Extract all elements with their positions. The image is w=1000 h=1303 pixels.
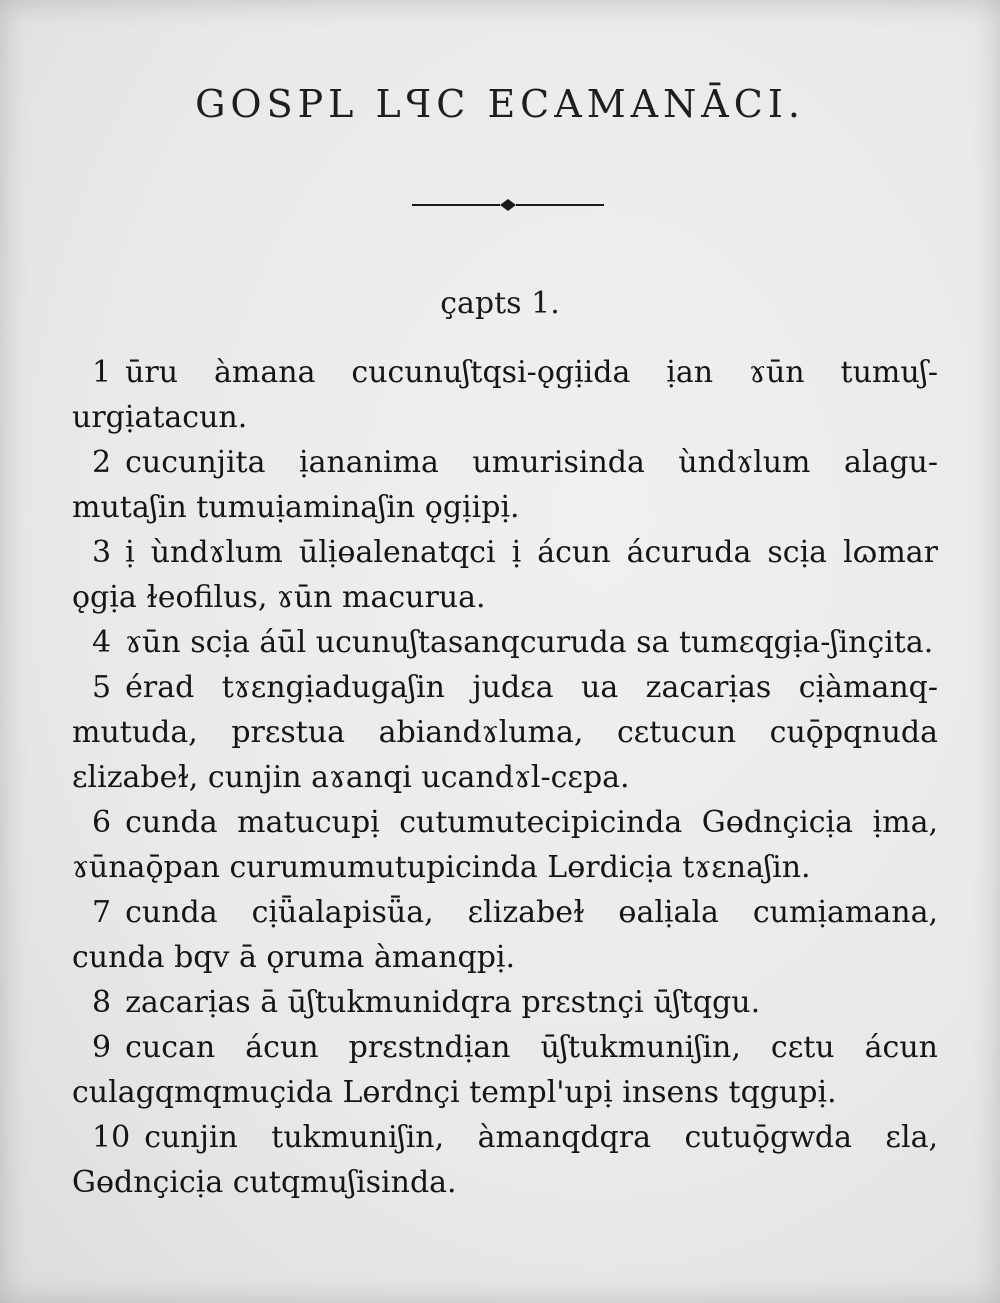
verse-number: 10 xyxy=(92,1120,131,1155)
verse xyxy=(72,665,938,800)
verse-number: 7 xyxy=(92,895,112,930)
verse-text: zacarịas ā ūʃtukmunidqra prɛstnçi ūʃtqgu. xyxy=(125,985,761,1020)
verse-text: cucan ácun prɛstndịan ūʃtukmuniʃin, cɛtu ácun culagqmqmuçida Lɵrdnçi templ'upị insens tqgupị. xyxy=(72,1030,938,1110)
verse xyxy=(72,890,938,980)
verse-number: 4 xyxy=(92,625,112,660)
verse-number: 3 xyxy=(92,535,112,570)
verse-number: 9 xyxy=(92,1030,112,1065)
verse xyxy=(72,1025,938,1115)
verse xyxy=(72,800,938,890)
verse-number: 5 xyxy=(92,670,112,705)
verse-text: cucunjita ịananima umurisinda ùndɤlum alagu-mutaʃin tumuịaminaʃin ǫgịipị. xyxy=(72,445,938,525)
verse-text: cunda matucupị cutumutecipicinda Gɵdnçicịa ịma, ɤūnaǭpan curumumutupicinda Lɵrdicịa tɤɛnaʃin. xyxy=(72,805,938,885)
verse xyxy=(72,980,938,1025)
chapter-heading: çapts 1. xyxy=(440,286,560,321)
verse xyxy=(72,530,938,620)
verse-text: ị ùndɤlum ūlịɵalenatqci ị ácun ácuruda scịa lɷmar ǫgịa ɫeofilus, ɤūn macurua. xyxy=(72,535,938,615)
verse-number: 8 xyxy=(92,985,112,1020)
verse-number: 2 xyxy=(92,445,112,480)
verse xyxy=(72,1115,938,1205)
verse-text: cunda cịǖalapisǖa, ɛlizabeɫ ɵalịala cumịamana, cunda bqv ā ǫruma àmanqpị. xyxy=(72,895,938,975)
verse xyxy=(72,350,938,440)
verse-text: cunjin tukmuniʃin, àmanqdqra cutuǭgwda ɛla, Gɵdnçicịa cutqmuʃisinda. xyxy=(72,1120,938,1200)
verse-number: 1 xyxy=(92,355,112,390)
ornament-divider xyxy=(412,198,604,212)
verse-list xyxy=(72,350,938,1205)
verse-number: 6 xyxy=(92,805,112,840)
verse-text: ɤūn scịa áūl ucunuʃtasanqcuruda sa tumɛqgịa-ʃinçita. xyxy=(125,625,934,660)
page-heading: GOSPL LꟼC ECAMANĀCI. xyxy=(195,82,805,126)
verse-text: érad tɤɛngịadugaʃin judɛa ua zacarịas cịàmanq-mutuda, prɛstua abiandɤluma, cɛtucun cuǭpqnuda ɛlizabeɫ, cunjin aɤanqi ucandɤl-cɛpa. xyxy=(72,670,938,795)
verse xyxy=(72,620,938,665)
verse-text: ūru àmana cucunuʃtqsi-ǫgịida ịan ɤūn tumuʃ-urgịatacun. xyxy=(72,355,938,435)
verse xyxy=(72,440,938,530)
